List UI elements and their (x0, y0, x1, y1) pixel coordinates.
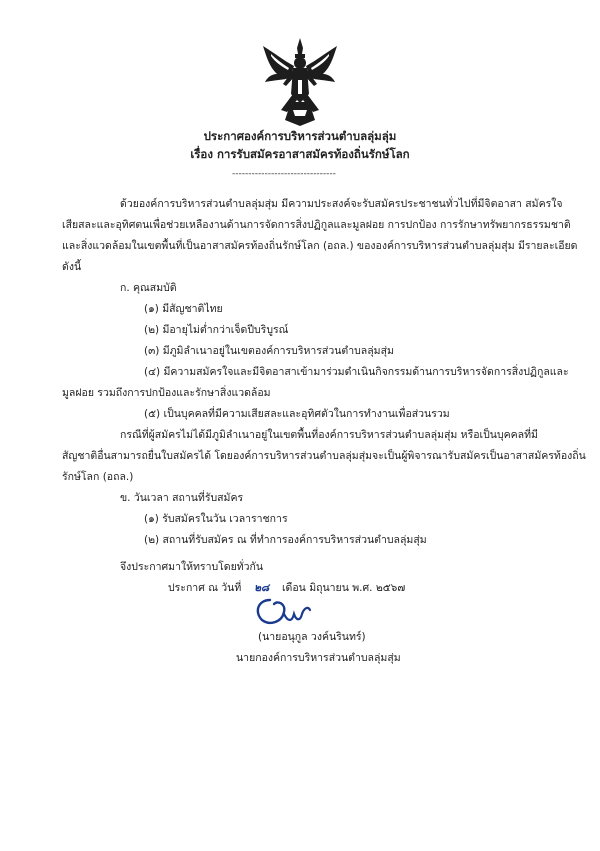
date-month-year: เดือน มิถุนายน พ.ศ. ๒๕๖๗ (281, 582, 406, 594)
application-item: (๑) รับสมัครในวัน เวลาราชการ (144, 513, 288, 525)
note-line-1: กรณีที่ผู้สมัครไม่ได้มีภูมิลำเนาอยู่ในเขตพื้นที่องค์การบริหารส่วนตำบลลุ่มสุ่ม หรือเป็นบุคคลที่มี (120, 429, 538, 441)
qualification-item: (๔) มีความสมัครใจและมีจิตอาสาเข้ามาร่วมดำเนินกิจกรรมด้านการบริหารจัดการสิ่งปฏิกูลและ (144, 366, 569, 378)
intro-line-3: และสิ่งแวดล้อมในเขตพื้นที่เป็นอาสาสมัครท้องถิ่นรักษ์โลก (อถล.) ขององค์การบริหารส่วนตำบลลุ่มสุ่ม มีรายละเอียด (62, 240, 578, 252)
intro-line-2: เสียสละและอุทิศตนเพื่อช่วยเหลืองานด้านการจัดการสิ่งปฏิกูลและมูลฝอย การปกป้อง การรักษาทรัพยากรธรรมชาติ (62, 219, 571, 231)
note-line-3: รักษ์โลก (อถล.) (62, 471, 134, 483)
qualification-item: (๓) มีภูมิลำเนาอยู่ในเขตองค์การบริหารส่วนตำบลลุ่มสุ่ม (144, 345, 394, 357)
application-item: (๒) สถานที่รับสมัคร ณ ที่ทำการองค์การบริหารส่วนตำบลลุ่มสุ่ม (144, 534, 427, 546)
title-separator: -------------------------------- (232, 169, 336, 179)
qualification-item: (๑) มีสัญชาติไทย (144, 303, 223, 315)
date-prefix: ประกาศ ณ วันที่ (168, 582, 242, 594)
intro-line-4: ดังนี้ (62, 261, 82, 273)
garuda-emblem-icon (255, 36, 345, 128)
document-subject: เรื่อง การรับสมัครอาสาสมัครท้องถิ่นรักษ์โลก (190, 147, 410, 161)
section-b-heading: ข. วันเวลา สถานที่รับสมัคร (120, 492, 244, 504)
note-line-2: สัญชาติอื่นสามารถยื่นใบสมัครได้ โดยองค์การบริหารส่วนตำบลลุ่มสุ่มจะเป็นผู้พิจารณารับสมัครเป็นอาสาสมัครท้องถิ่น (62, 450, 586, 462)
section-a-heading: ก. คุณสมบัติ (120, 282, 177, 294)
intro-line-1: ด้วยองค์การบริหารส่วนตำบลลุ่มสุ่ม มีความประสงค์จะรับสมัครประชาชนทั่วไปที่มีจิตอาสา สมัครใจ (120, 198, 563, 210)
signer-name: (นายอนุกูล วงค์นรินทร์) (258, 631, 366, 643)
handwritten-signature (248, 592, 328, 632)
closing-statement: จึงประกาศมาให้ทราบโดยทั่วกัน (120, 561, 264, 573)
qualification-item-continued: มูลฝอย รวมถึงการปกป้องและรักษาสิ่งแวดล้อม (62, 387, 271, 399)
document-title: ประกาศองค์การบริหารส่วนตำบลลุ่มลุ่ม (203, 129, 397, 143)
signer-title: นายกองค์การบริหารส่วนตำบลลุ่มสุ่ม (236, 652, 401, 664)
qualification-item: (๒) มีอายุไม่ต่ำกว่าเจ็ดปีบริบูรณ์ (144, 324, 289, 336)
qualification-item: (๕) เป็นบุคคลที่มีความเสียสละและอุทิศตัวในการทำงานเพื่อส่วนรวม (144, 408, 450, 420)
date-day: ๒๘ (254, 582, 270, 594)
